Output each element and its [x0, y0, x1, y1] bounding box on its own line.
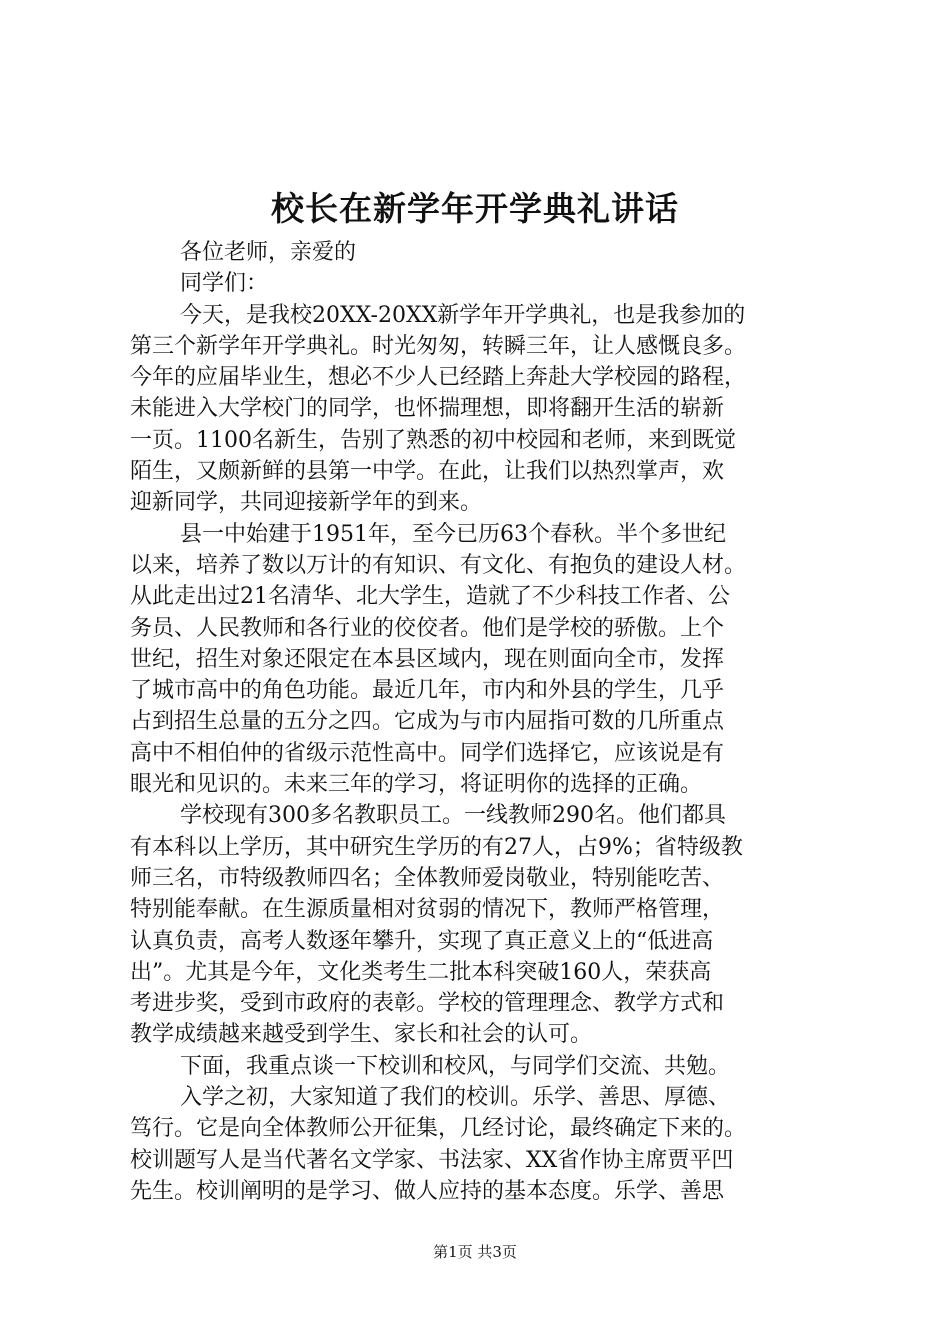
- body-line: 有本科以上学历，其中研究生学历的有27人，占9%；省特级教: [130, 834, 743, 860]
- body-line: 未能进入大学校门的同学，也怀揣理想，即将翻开生活的崭新: [130, 396, 725, 422]
- body-line: 笃行。它是向全体教师公开征集，几经讨论，最终确定下来的。: [130, 1116, 747, 1142]
- body-line: 了城市高中的角色功能。最近几年，市内和外县的学生，几乎: [130, 678, 725, 704]
- document-title: 校长在新学年开学典礼讲话: [271, 189, 679, 228]
- body-line: 下面，我重点谈一下校训和校风，与同学们交流、共勉。: [180, 1053, 731, 1079]
- body-line: 学校现有300多名教职员工。一线教师290名。他们都具: [180, 803, 726, 829]
- page-footer: 第1页 共3页: [433, 1243, 517, 1261]
- body-line: 高中不相伯仲的省级示范性高中。同学们选择它，应该说是有: [130, 740, 725, 766]
- body-line: 各位老师，亲爱的: [180, 240, 357, 265]
- body-line: 县一中始建于1951年，至今已历63个春秋。半个多世纪: [180, 521, 726, 547]
- body-line: 今天，是我校20XX-20XX新学年开学典礼，也是我参加的: [180, 302, 746, 328]
- body-line: 认真负责，高考人数逐年攀升，实现了真正意义上的“低进高: [130, 928, 714, 954]
- body-line: 今年的应届毕业生，想必不少人已经踏上奔赴大学校园的路程，: [130, 365, 747, 391]
- body-line: 从此走出过21名清华、北大学生，造就了不少科技工作者、公: [130, 584, 730, 610]
- body-line: 入学之初，大家知道了我们的校训。乐学、善思、厚德、: [180, 1085, 731, 1111]
- body-line: 占到招生总量的五分之四。它成为与市内屈指可数的几所重点: [130, 709, 725, 735]
- body-line: 陌生，又颇新鲜的县第一中学。在此，让我们以热烈掌声，欢: [130, 459, 725, 485]
- body-line: 迎新同学，共同迎接新学年的到来。: [130, 490, 483, 516]
- body-line: 考进步奖，受到市政府的表彰。学校的管理理念、教学方式和: [130, 991, 725, 1017]
- body-line: 校训题写人是当代著名文学家、书法家、XX省作协主席贾平凹: [130, 1147, 734, 1173]
- body-line: 务员、人民教师和各行业的佼佼者。他们是学校的骄傲。上个: [130, 615, 725, 641]
- body-line: 一页。1100名新生，告别了熟悉的初中校园和老师，来到既觉: [130, 427, 736, 453]
- body-line: 师三名，市特级教师四名；全体教师爱岗敬业，特别能吃苦、: [130, 865, 725, 891]
- body-line: 同学们：: [180, 271, 269, 297]
- body-line: 世纪，招生对象还限定在本县区域内，现在则面向全市，发挥: [130, 646, 725, 672]
- body-line: 特别能奉献。在生源质量相对贫弱的情况下，教师严格管理，: [130, 897, 725, 923]
- document-body: [130, 237, 830, 1207]
- body-line: 出”。尤其是今年，文化类考生二批本科突破160人，荣获高: [130, 959, 712, 985]
- body-line: 以来，培养了数以万计的有知识、有文化、有抱负的建设人材。: [130, 552, 747, 578]
- body-line: 眼光和见识的。未来三年的学习，将证明你的选择的正确。: [130, 772, 703, 798]
- body-line: 先生。校训阐明的是学习、做人应持的基本态度。乐学、善思: [130, 1178, 725, 1204]
- body-line: 教学成绩越来越受到学生、家长和社会的认可。: [130, 1022, 593, 1048]
- body-line: 第三个新学年开学典礼。时光匆匆，转瞬三年，让人感慨良多。: [130, 333, 747, 359]
